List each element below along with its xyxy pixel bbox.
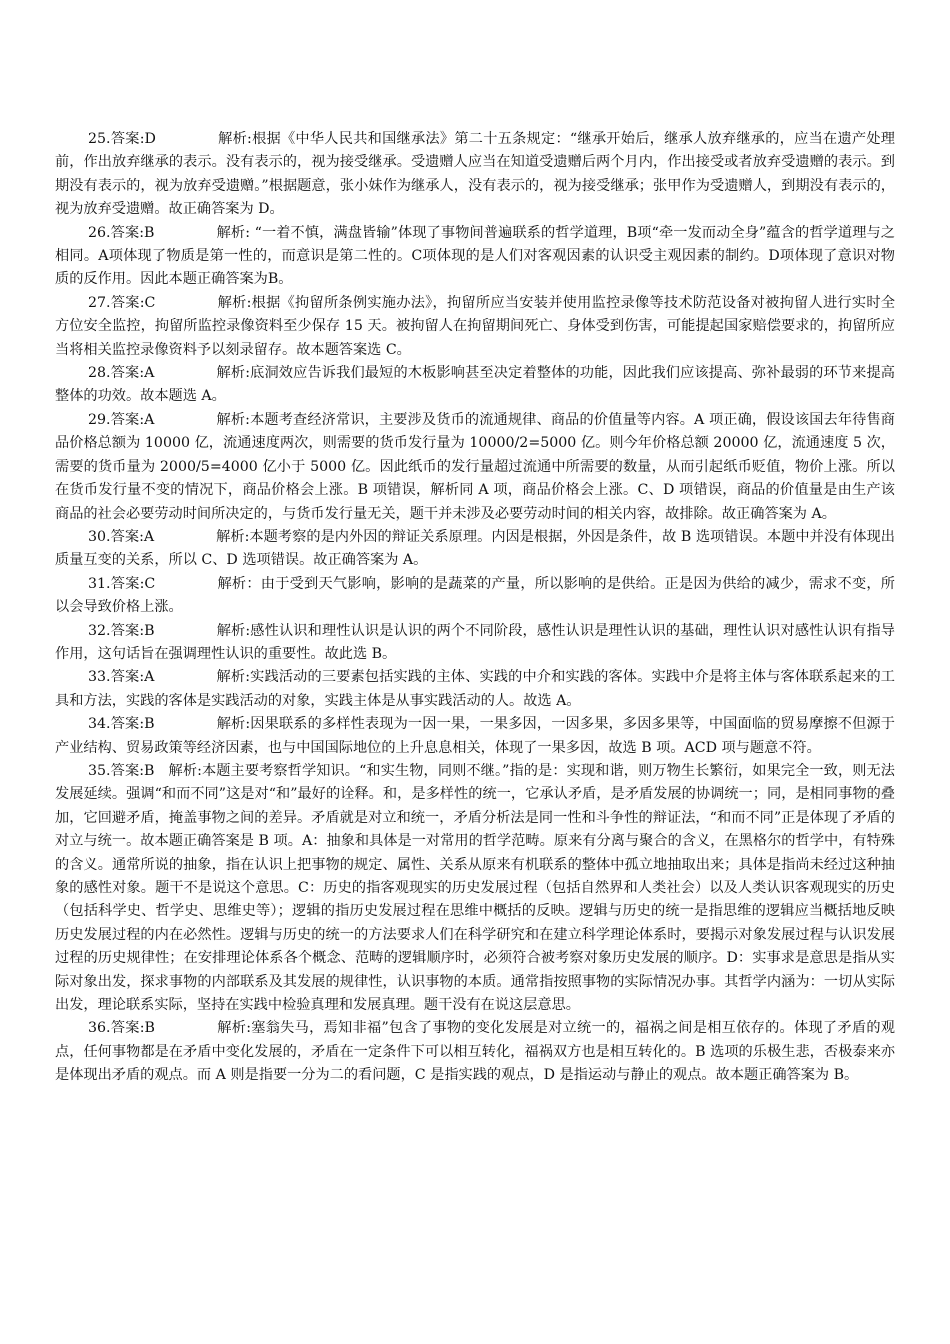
answer-label: 31.答案:C [88, 575, 156, 592]
analysis-text: 解析:底洞效应告诉我们最短的木板影响甚至决定着整体的功能，因此我们应该提高、弥补最弱的环节来提高整体的功效。故本题选 A。 [55, 365, 895, 405]
analysis-text: 解析:本题考查经济常识，主要涉及货币的流通规律、商品的价值量等内容。A 项正确，假设该国去年待售商品价格总额为 10000 亿，流通速度两次，则需要的货币发行量为 10000/2=5000 亿。则今年价格总额 20000 亿，流通速度 5 次，需要的货币量为 2000/5=4000 亿小于 5000 亿。因此纸币的发行量超过流通中所需要的数量，从而引起纸币贬值，物价上涨。所以在货币发行量不变的情况下，商品价格会上涨。B 项错误，解析同 A 项，商品价格会上涨。C、D 项错误，商品的价值量是由生产该商品的社会必要劳动时间所决定的，与货币发行量无关，题干并未涉及必要劳动时间的相关内容，故排除。故正确答案为 A。 [55, 411, 895, 522]
answer-item-31 [55, 573, 895, 620]
analysis-text: 解析:感性认识和理性认识是认识的两个不同阶段，感性认识是理性认识的基础，理性认识对感性认识有指导作用，这句话旨在强调理性认识的重要性。故此选 B。 [55, 622, 895, 662]
answer-item-25 [55, 128, 895, 222]
answer-label: 36.答案:B [88, 1020, 155, 1037]
answer-label: 28.答案:A [88, 365, 155, 382]
analysis-text: 解析:塞翁失马，焉知非福”包含了事物的变化发展是对立统一的，福祸之间是相互依存的。体现了矛盾的观点，任何事物都是在矛盾中变化发展的，矛盾在一定条件下可以相互转化，福祸双方也是相互转化的。B 选项的乐极生悲，否极泰来亦是体现出矛盾的观点。而 A 则是指要一分为二的看问题，C 是指实践的观点，D 是指运动与静止的观点。故本题正确答案为 B。 [55, 1020, 895, 1084]
analysis-text: 解析:根据《拘留所条例实施办法》，拘留所应当安装并使用监控录像等技术防范设备对被拘留人进行实时全方位安全监控，拘留所监控录像资料至少保存 15 天。被拘留人在拘留期间死亡、身体受到伤害，可能提起国家赔偿要求的，拘留所应当将相关监控录像资料予以刻录留存。故本题答案选 C。 [55, 294, 896, 358]
answer-item-34 [55, 713, 895, 760]
answer-item-32 [55, 620, 895, 667]
answer-item-26 [55, 222, 895, 292]
answer-label: 27.答案:C [88, 294, 156, 311]
analysis-text: 解析:实践活动的三要素包括实践的主体、实践的中介和实践的客体。实践中介是将主体与客体联系起来的工具和方法，实践的客体是实践活动的对象，实践主体是从事实践活动的人。故选 A。 [55, 669, 895, 709]
analysis-text: 解析:根据《中华人民共和国继承法》第二十五条规定：“继承开始后，继承人放弃继承的，应当在遗产处理前，作出放弃继承的表示。没有表示的，视为接受继承。受遗赠人应当在知道受遗赠后两个月内，作出接受或者放弃受遗赠的表示。到期没有表示的，视为放弃受遗赠。”根据题意，张小妹作为继承人，没有表示的，视为接受继承；张甲作为受遗赠人，到期没有表示的，视为放弃受遗赠。故正确答案为 D。 [55, 131, 895, 218]
answer-label: 29.答案:A [88, 411, 155, 428]
answer-item-33 [55, 666, 895, 713]
analysis-text: 解析:本题主要考察哲学知识。“和实生物，同则不继。”指的是：实现和谐，则万物生长繁衍，如果完全一致，则无法发展延续。强调“和而不同”这是对“和”最好的诠释。和，是多样性的统一，它承认矛盾，是矛盾发展的协调统一；同，是相同事物的叠加，它回避矛盾，掩盖事物之间的差异。矛盾就是对立和统一，矛盾分析法是同一性和斗争性的辩证法，“和而不同”正是体现了矛盾的对立与统一。故本题正确答案是 B 项。A：抽象和具体是一对常用的哲学范畴。原来有分离与聚合的含义，在黑格尔的哲学中，有特殊的含义。通常所说的抽象，指在认识上把事物的规定、属性、关系从原来有机联系的整体中孤立地抽取出来；具体是指尚未经过这种抽象的感性对象。题干不是说这个意思。C：历史的指客观现实的历史发展过程（包括自然界和人类社会）以及人类认识客观现实的历史（包括科学史、哲学史、思维史等）；逻辑的指历史发展过程在思维中概括的反映。逻辑与历史的统一是指思维的逻辑应当概括地反映历史发展过程的内在必然性。逻辑与历史的统一的方法要求人们在科学研究和在建立科学理论体系时，要揭示对象发展过程与认识发展过程的历史规律性；在安排理论体系各个概念、范畴的逻辑顺序时，必须符合被考察对象历史发展的顺序。D：实事求是意思是指从实际对象出发，探求事物的内部联系及其发展的规律性，认识事物的本质。通常指按照事物的实际情况办事。其哲学内涵为：一切从实际出发，理论联系实际，坚持在实践中检验真理和发展真理。题干没有在说这层意思。 [55, 762, 895, 1014]
answer-item-35 [55, 760, 895, 1017]
analysis-text: 解析: “一着不慎，满盘皆输”体现了事物间普遍联系的哲学道理，B项“牵一发而动全身”蕴含的哲学道理与之相同。A项体现了物质是第一性的，而意识是第二性的。C项体现的是人们对客观因素的认识受主观因素的制约。D项体现了意识对物质的反作用。因此本题正确答案为B。 [55, 224, 895, 288]
answer-item-27 [55, 292, 895, 362]
analysis-text: 解析:本题考察的是内外因的辩证关系原理。内因是根据，外因是条件，故 B 选项错误。本题中并没有体现出质量互变的关系，所以 C、D 选项错误。故正确答案为 A。 [55, 528, 895, 569]
answer-item-28 [55, 362, 895, 409]
answer-label: 34.答案:B [88, 716, 155, 733]
answer-item-30 [55, 526, 895, 573]
answer-label: 35.答案:B [88, 762, 155, 779]
answer-label: 25.答案:D [88, 131, 156, 147]
analysis-text: 解析：由于受到天气影响，影响的是蔬菜的产量，所以影响的是供给。正是因为供给的减少，需求不变，所以会导致价格上涨。 [55, 575, 895, 616]
answer-label: 32.答案:B [88, 622, 155, 639]
analysis-text: 解析:因果联系的多样性表现为一因一果，一果多因，一因多果，多因多果等，中国面临的贸易摩擦不但源于产业结构、贸易政策等经济因素，也与中国国际地位的上升息息相关，体现了一果多因，故选 B 项。ACD 项与题意不符。 [55, 716, 895, 756]
answer-item-29 [55, 409, 895, 526]
answer-label: 30.答案:A [88, 528, 155, 545]
answer-label: 26.答案:B [88, 224, 155, 241]
answer-item-36 [55, 1017, 895, 1087]
answer-label: 33.答案:A [88, 669, 155, 686]
